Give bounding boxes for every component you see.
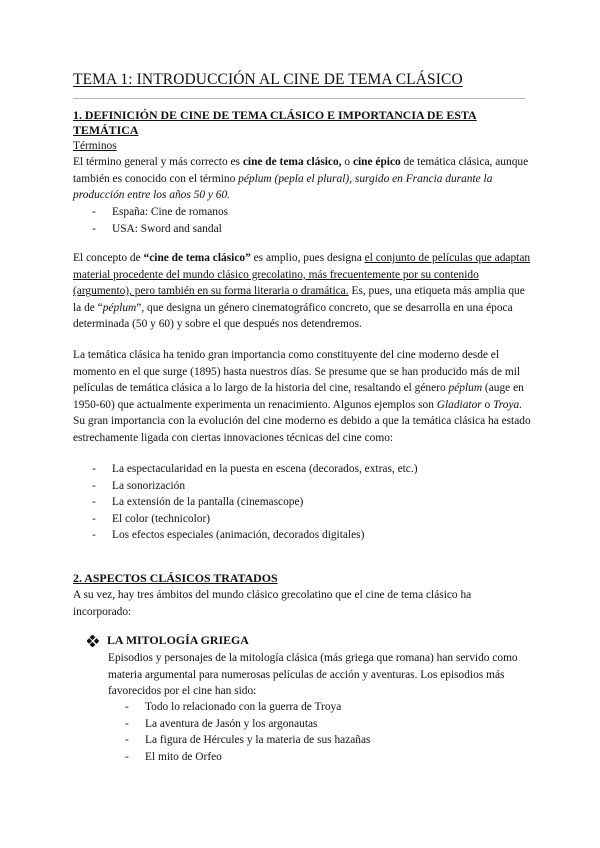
mythology-heading-label: LA MITOLOGÍA GRIEGA: [107, 633, 249, 647]
term-peplum: péplum: [448, 382, 483, 395]
film-title-troya: Troya.: [493, 398, 523, 411]
text-run: de temática clásica, aunque también es conocido con el término: [73, 156, 529, 185]
list-item: - España: Cine de romanos: [92, 204, 228, 221]
section-2-heading: 2. ASPECTOS CLÁSICOS TRATADOS: [73, 571, 278, 585]
film-title-gladiator: Gladiator: [436, 398, 482, 411]
diamond-bullet-icon: [87, 635, 99, 647]
list-item: - La aventura de Jasón y los argonautas: [125, 716, 371, 733]
text-run: (: [271, 172, 279, 185]
text-run: El concepto de: [73, 252, 144, 264]
paragraph-definition: [73, 154, 535, 204]
list-item: - El mito de Orfeo: [125, 749, 371, 766]
text-run: Su gran importancia con la evolución del cine moderno es debido a que la temática clásica ha estado estrechamente ligada con ciertas innovaciones técnicas del cine como:: [73, 415, 531, 444]
text-run: ”, que designa un género cinematográfico concreto, que se desarrolla en una época determinada (50 y 60) y sobre el que después nos detendremos.: [73, 301, 513, 331]
paragraph-concept: [73, 250, 535, 333]
underlined-definition: el conjunto de películas que adaptan material procedente del mundo clásico grecolatino, más frecuentemente por su contenido (argumento), pero también en su forma literaria o dramática.: [73, 252, 531, 298]
list-item: - La espectacularidad en la puesta en escena (decorados, extras, etc.): [92, 461, 417, 478]
text-run: es amplio, pues designa: [250, 252, 365, 264]
text-run: El término general y más correcto es: [73, 156, 243, 168]
term-concept: “cine de tema clásico”: [143, 252, 251, 264]
list-item: - La figura de Hércules y la materia de sus hazañas: [125, 732, 371, 749]
paragraph-section-2-intro: A su vez, hay tres ámbitos del mundo clásico grecolatino que el cine de tema clásico ha incorporado:: [73, 589, 472, 618]
text-run: (auge en 1950-60) que actualmente experimenta un renacimiento. Algunos ejemplos son: [73, 382, 524, 411]
mythology-heading: [87, 633, 249, 648]
text-run: el plural), surgido en Francia durante la producción entre los años 50 y 60.: [73, 172, 493, 202]
text-run: Es, pues, una etiqueta más amplia que la de “: [73, 285, 525, 314]
list-item: - Todo lo relacionado con la guerra de Troya: [125, 699, 371, 716]
paragraph-mythology: Episodios y personajes de la mitología clásica (más griega que romana) han servido como materia argumental para numerosas películas de acción y aventuras. Los episodios más favorecidos por el cine han sido:: [108, 652, 518, 698]
term-peplum: péplum: [238, 172, 272, 185]
technical-innovations-list: [92, 461, 417, 544]
terms-subheading: Términos: [73, 140, 117, 152]
list-item: - USA: Sword and sandal: [92, 221, 228, 238]
term-pepla: pepla: [278, 172, 304, 185]
text-run: La temática clásica ha tenido gran importancia como constituyente del cine moderno desde el momento en el que surge (1895) hasta nuestros días. Se presume que se han producido más de mil películas de temática clásica a lo largo de la historia del cine, resaltando el género: [73, 349, 521, 395]
document-title: TEMA 1: INTRODUCCIÓN AL CINE DE TEMA CLÁSICO: [73, 71, 463, 88]
country-names-list: [92, 204, 228, 237]
list-item: - La extensión de la pantalla (cinemascope): [92, 494, 417, 511]
term-cine-epico: cine épico: [352, 156, 401, 168]
term-cine-tema-clasico: cine de tema clásico,: [242, 156, 342, 168]
text-run: o: [341, 156, 353, 168]
paragraph-importance: [73, 347, 535, 447]
list-item: - El color (technicolor): [92, 511, 417, 528]
section-1-heading: 1. DEFINICIÓN DE CINE DE TEMA CLÁSICO E IMPORTANCIA DE ESTA TEMÁTICA: [73, 108, 477, 137]
list-item: - La sonorización: [92, 478, 417, 495]
mythology-episodes-list: [125, 699, 371, 765]
title-divider: [73, 98, 525, 99]
list-item: - Los efectos especiales (animación, decorados digitales): [92, 527, 417, 544]
term-peplum: péplum: [102, 301, 137, 314]
text-run: o: [481, 398, 494, 411]
